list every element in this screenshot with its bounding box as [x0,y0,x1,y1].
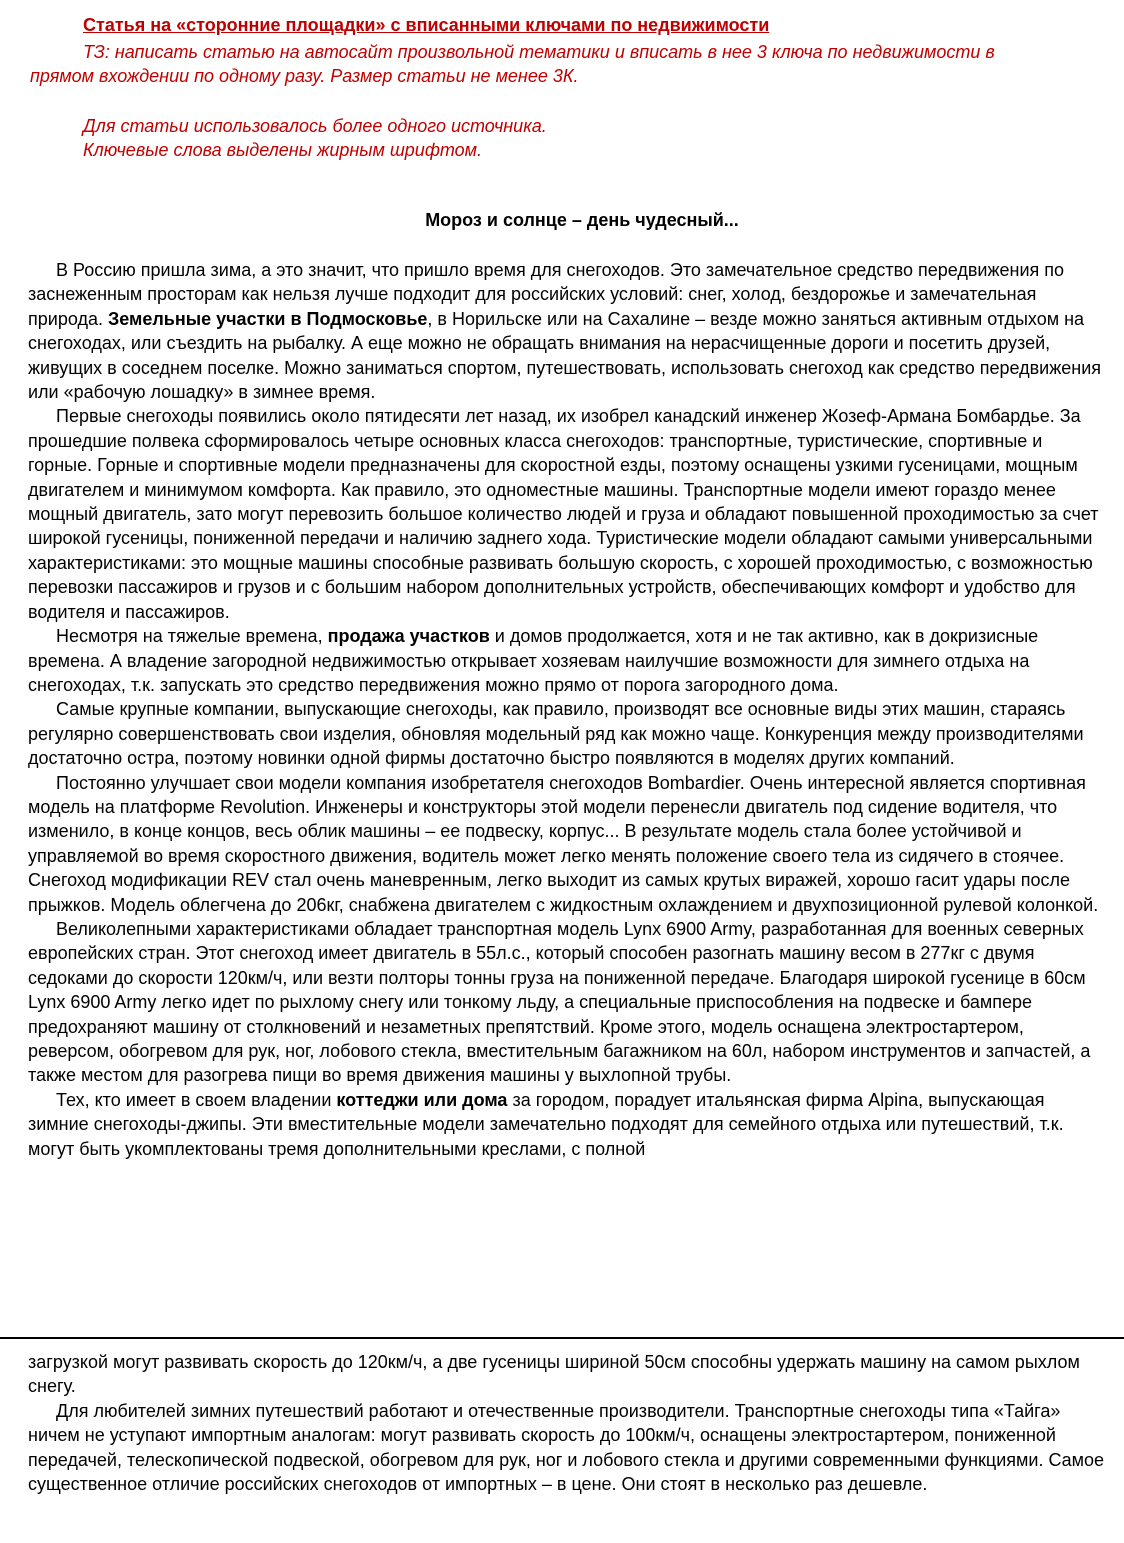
paragraph-2: Первые снегоходы появились около пятидесяти лет назад, их изобрел канадский инженер Жозеф-Армана Бомбардье. За прошедшие полвека сформировалось четыре основных класса снегоходов: транспортные, туристические, спортивные и горные. Горные и спортивные модели предназначены для скоростной езды, поэтому оснащены узкими гусеницами, мощным двигателем и минимумом комфорта. Как правило, это одноместные машины. Транспортные модели имеют гораздо менее мощный двигатель, зато могут перевозить большое количество людей и груза и обладают повышенной проходимостью за счет широкой гусеницы, пониженной передачи и наличию заднего хода. Туристические модели обладают самыми универсальными характеристиками: это мощные машины способные развивать большую скорость, с хорошей проходимостью, с возможностью перевозки пассажиров и грузов и с большим набором дополнительных устройств, обеспечивающих комфорт и удобство для водителя и пассажиров. [28,406,1099,622]
paragraph-3-text-b: и домов продолжается, хотя и не так активно, как в докризисные времена. А владение загородной недвижимостью открывает хозяевам наилучшие возможности для зимнего отдыха на снегоходах, т.к. запускать это средство передвижения можно прямо от порога загородного дома. [28,626,1039,695]
paragraph-4: Самые крупные компании, выпускающие снегоходы, как правило, производят все основные виды этих машин, стараясь регулярно совершенствовать свои изделия, обновляя модельный ряд как можно чаще. Конкуренция между производителями достаточно остра, поэтому новинки одной фирмы достаточно быстро появляются в моделях других компаний. [28,699,1084,769]
paragraph-5: Постоянно улучшает свои модели компания изобретателя снегоходов Bombardier. Очень интересной является спортивная модель на платформе Revolution. Инженеры и конструкторы этой модели перенесли двигатель под сидение водителя, что изменило, в конце концов, весь облик машины – ее подвеску, корпус... В результате модель стала более устойчивой и управляемой во время скоростного движения, водитель может легко менять положение своего тела из сидячего в стоячее. Снегоход модификации REV стал очень маневренным, легко выходит из самых крутых виражей, хорошо гасит удары после прыжков. Модель облегчена до 206кг, снабжена двигателем с жидкостным охлаждением и двухпозиционной рулевой колонкой. [28,772,1099,915]
paragraph-7-text-b: за городом, порадует итальянская фирма Alpina, выпускающая зимние снегоходы-джипы. Эти вместительные модели замечательно подходят для семейного отдыха или путешествий, т.к. могут быть укомплектованы тремя дополнительными креслами, с полной [28,1089,1064,1159]
paragraph-1 [28,258,1110,404]
keyword-1: Земельные участки в Подмосковье [107,308,428,329]
document-heading: Статья на «сторонние площадки» с вписанными ключами по недвижимости [83,15,770,35]
task-description: ТЗ: написать статью на автосайт произвольной тематики и вписать в нее 3 ключа по недвижимости в прямом вхождении по одному разу. Размер статьи не менее 3К. [30,42,995,86]
keyword-3: коттеджи или дома [336,1089,508,1110]
article-body-page-2 [28,1350,1110,1496]
sources-note: Для статьи использовалось более одного источника. [83,116,547,136]
paragraph-3 [28,624,1110,697]
page-break-line [0,1337,1124,1339]
paragraph-7 [28,1088,1110,1161]
paragraph-3-text-a: Несмотря на тяжелые времена, [56,626,328,647]
paragraph-6: Великолепными характеристиками обладает транспортная модель Lynx 6900 Army, разработанная для военных северных европейских стран. Этот снегоход имеет двигатель в 55л.с., который способен разогнать машину весом в 277кг с двумя седоками до скорости 120км/ч, или везти полторы тонны груза на пониженной передаче. Благодаря широкой гусенице в 60см Lynx 6900 Army легко идет по рыхлому снегу или тонкому льду, а специальные приспособления на подвеске и бампере предохраняют машину от столкновений и незаметных препятствий. Кроме этого, модель оснащена электростартером, реверсом, обогревом для рук, ног, лобового стекла, вместительным багажником на 60л, набором инструментов и запчастей, а также местом для разогрева пищи во время движения машины у выхлопной трубы. [28,918,1091,1086]
article-body-page-1 [28,258,1110,1161]
paragraph-7-continued: загрузкой могут развивать скорость до 120км/ч, а две гусеницы шириной 50см способны удержать машину на самом рыхлом снегу. [28,1352,1080,1397]
paragraph-1-text-b: , в Норильске или на Сахалине – везде можно заняться активным отдыхом на снегоходах, или съездить на рыбалку. А еще можно не обращать внимания на нерасчищенные дороги и посетить друзей, живущих в соседнем поселке. Можно заниматься спортом, путешествовать, использовать снегоход как средство передвижения или «рабочую лошадку» в зимнее время. [28,308,1102,403]
keyword-2: продажа участков [327,626,490,647]
paragraph-1-text-a: В Россию пришла зима, а это значит, что пришло время для снегоходов. Это замечательное средство передвижения по заснеженным просторам как нельзя лучше подходит для российских условий: снег, холод, бездорожье и замечательная природа. [28,260,1065,329]
paragraph-8: Для любителей зимних путешествий работают и отечественные производители. Транспортные снегоходы типа «Тайга» ничем не уступают импортным аналогам: могут развивать скорость до 100км/ч, оснащены электростартером, пониженной передачей, телескопической подвеской, обогревом для рук, ног и лобового стекла и другими современными функциями. Самое существенное отличие российских снегоходов от импортных – в цене. Они стоят в несколько раз дешевле. [28,1400,1105,1495]
paragraph-7-text-a: Тех, кто имеет в своем владении [56,1089,337,1110]
article-title: Мороз и солнце – день чудесный... [425,210,739,230]
keywords-note: Ключевые слова выделены жирным шрифтом. [83,140,482,160]
